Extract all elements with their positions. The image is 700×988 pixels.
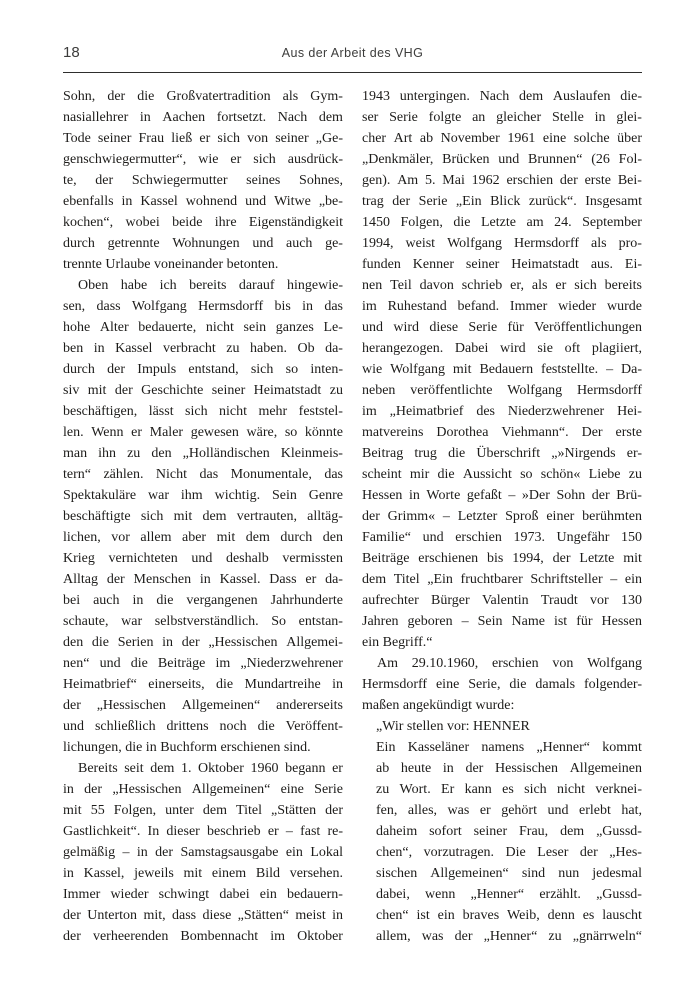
text-line: ser Serie folgte an gleicher Stelle in glei- [362, 110, 642, 125]
text-line: Ein Kasseläner namens „Henner“ kommt [376, 740, 642, 755]
text-line: allem, was der „Henner“ zu „gnärrweln“ [376, 929, 642, 944]
running-title: Aus der Arbeit des VHG [281, 46, 424, 60]
text-line: daheim sofort seiner Frau, dem „Gussd- [376, 824, 642, 839]
text-line: 1943 untergingen. Nach dem Auslaufen die- [362, 89, 642, 104]
page-number: 18 [63, 44, 80, 61]
text-line: der Grimm« – Letzter Sproß einer berühmten [362, 509, 642, 524]
text-line: beschäftigen, lässt sich nicht mehr feststel- [63, 404, 343, 419]
two-column-text-body [0, 86, 700, 947]
text-line: Oben habe ich bereits darauf hingewie- [78, 278, 343, 293]
text-line: sischen Allgemeinen“ sind nun jedesmal [376, 866, 642, 881]
text-line: Spektakuläre war ihm wichtig. Sein Genre [63, 488, 343, 503]
text-line: nen“ und die Beiträge im „Niederzwehrener [63, 656, 343, 671]
text-line: ab heute in der Hessischen Allgemeinen [376, 761, 642, 776]
text-line: durch der Impuls entstand, sich so inten- [63, 362, 343, 377]
text-line: trag der Serie „Ein Blick zurück“. Insgesamt [362, 194, 642, 209]
text-line: 1994, weist Wolfgang Hermsdorff als pro- [362, 236, 642, 251]
right-column [362, 86, 642, 947]
text-line: Jahren geboren – Sein Name ist für Hessen [362, 614, 642, 629]
text-line: im Ruhestand befand. Immer wieder wurde [362, 299, 642, 314]
text-line: maßen angekündigt wurde: [362, 698, 515, 713]
text-line: lichen, vor allem aber mit dem durch den [63, 530, 343, 545]
text-line: mit 55 Folgen, unter dem Titel „Stätten der [63, 803, 343, 818]
text-line: zu Wort. Er kann es sich nicht verknei- [376, 782, 642, 797]
text-line: im „Heimatbrief des Niederzwehrener Hei- [362, 404, 642, 419]
page-header [0, 0, 700, 61]
text-line: gelmäßig – in der Samstagsausgabe ein Lokal [63, 845, 343, 860]
text-line: bei auch in die vergangenen Jahrhunderte [63, 593, 343, 608]
text-line: Krieg vernichteten und deshalb vermissten [63, 551, 343, 566]
text-line: Tode seiner Frau ließ er sich von seiner „Ge- [63, 131, 343, 146]
text-line: ein Begriff.“ [362, 635, 433, 650]
left-column [63, 86, 343, 947]
text-line: „Wir stellen vor: HENNER [376, 719, 530, 734]
text-line: ebenfalls in Kassel wohnend und Witwe „be- [63, 194, 343, 209]
text-line: dabei, wenn „Henner“ erzählt. „Gussd- [376, 887, 642, 902]
text-line: Hermsdorff eine Serie, die damals folgender- [362, 677, 642, 692]
text-line: herangezogen. Dabei wird sie oft plagiiert, [362, 341, 642, 356]
text-line: durch getrennte Wohnungen und auch ge- [63, 236, 343, 251]
text-line: Immer wieder schwingt dabei ein bedauern- [63, 887, 343, 902]
text-line: cher Art ab November 1961 eine solche über [362, 131, 642, 146]
text-line: nen Teil davon schrieb er, als er sich bereits [362, 278, 642, 293]
text-line: man ihn zu den „Holländischen Kleinmeis- [63, 446, 343, 461]
text-line: der „Hessischen Allgemeinen“ andererseits [63, 698, 343, 713]
text-line: len. Wenn er Maler gewesen wäre, so könnte [63, 425, 343, 440]
text-line: Am 29.10.1960, erschien von Wolfgang [377, 656, 642, 671]
text-line: sen, dass Wolfgang Hermsdorff bis in das [63, 299, 343, 314]
text-line: matvereins Dorothea Viehmann“. Der erste [362, 425, 642, 440]
text-line: 1450 Folgen, die Letzte am 24. September [362, 215, 642, 230]
text-line: Bereits seit dem 1. Oktober 1960 begann er [78, 761, 343, 776]
text-line: Familie“ und erschien 1973. Ungefähr 150 [362, 530, 642, 545]
text-line: funden Kenner seiner Heimatstadt aus. Ei- [362, 257, 642, 272]
header-rule [63, 72, 642, 73]
text-line: kochen“, wobei beide ihre Eigenständigkeit [63, 215, 343, 230]
text-line: schaute, war selbstverständlich. So entstan- [63, 614, 343, 629]
text-line: scheint mir die Aussicht so schön« Liebe zu [362, 467, 642, 482]
text-line: in der „Hessischen Allgemeinen“ eine Serie [63, 782, 343, 797]
text-line: tern“ zählen. Nicht das Monumentale, das [63, 467, 343, 482]
text-line: chen“ ist ein braves Weib, denn es lauscht [376, 908, 642, 923]
text-line: nasiallehrer in Aachen fortsetzt. Nach dem [63, 110, 343, 125]
text-line: Hessen in Worte gefaßt – »Der Sohn der Brü- [362, 488, 642, 503]
text-line: Sohn, der die Großvatertradition als Gym- [63, 89, 343, 104]
text-line: den die Serien in der „Hessischen Allgemei- [63, 635, 343, 650]
text-line: chen“, vorzutragen. Die Leser der „Hes- [376, 845, 642, 860]
text-line: wie Wolfgang mit Bedauern feststellte. – Da- [362, 362, 642, 377]
text-line: Heimatbrief“ einerseits, die Mundartreihe in [63, 677, 343, 692]
text-line: fen, alles, was er gehört und erlebt hat, [376, 803, 642, 818]
text-line: dem Titel „Ein fruchtbarer Schriftsteller – ein [362, 572, 642, 587]
text-line: der verheerenden Bombennacht im Oktober [63, 929, 343, 944]
text-line: „Denkmäler, Brücken und Brunnen“ (26 Fol- [362, 152, 642, 167]
text-line: lichungen, die in Buchform erschienen sind. [63, 740, 311, 755]
text-line: siv mit der Geschichte seiner Heimatstadt zu [63, 383, 343, 398]
text-line: beschäftigte sich mit dem vertrauten, alltäg- [63, 509, 343, 524]
text-line: in Kassel, jeweils mit einem Bild versehen. [63, 866, 343, 881]
text-line: neben veröffentlichte Wolfgang Hermsdorff [362, 383, 642, 398]
text-line: Beitrag trug die Überschrift „»Nirgends er- [362, 446, 642, 461]
text-line: Gastlichkeit“. In dieser beschrieb er – fast re- [63, 824, 343, 839]
text-line: und wird diese Serie für Veröffentlichungen [362, 320, 642, 335]
text-line: aufrechter Bürger Valentin Traudt vor 130 [362, 593, 642, 608]
text-line: und schließlich drittens noch die Veröffent- [63, 719, 343, 734]
text-line: trennte Urlaube voneinander betonten. [63, 257, 279, 272]
text-line: gen). Am 5. Mai 1962 erschien der erste Bei- [362, 173, 642, 188]
text-line: ben in Kassel verbracht zu haben. Ob da- [63, 341, 343, 356]
text-line: der Unterton mit, dass diese „Stätten“ meist in [63, 908, 343, 923]
text-line: te, der Schwiegermutter seines Sohnes, [63, 173, 343, 188]
text-line: Alltag der Menschen in Kassel. Dass er da- [63, 572, 343, 587]
text-line: genschwiegermutter“, wie er sich ausdrück- [63, 152, 343, 167]
text-line: Beiträge erschienen bis 1994, der Letzte mit [362, 551, 642, 566]
text-line: hohe Alter bedauerte, nicht sein ganzes Le- [63, 320, 343, 335]
